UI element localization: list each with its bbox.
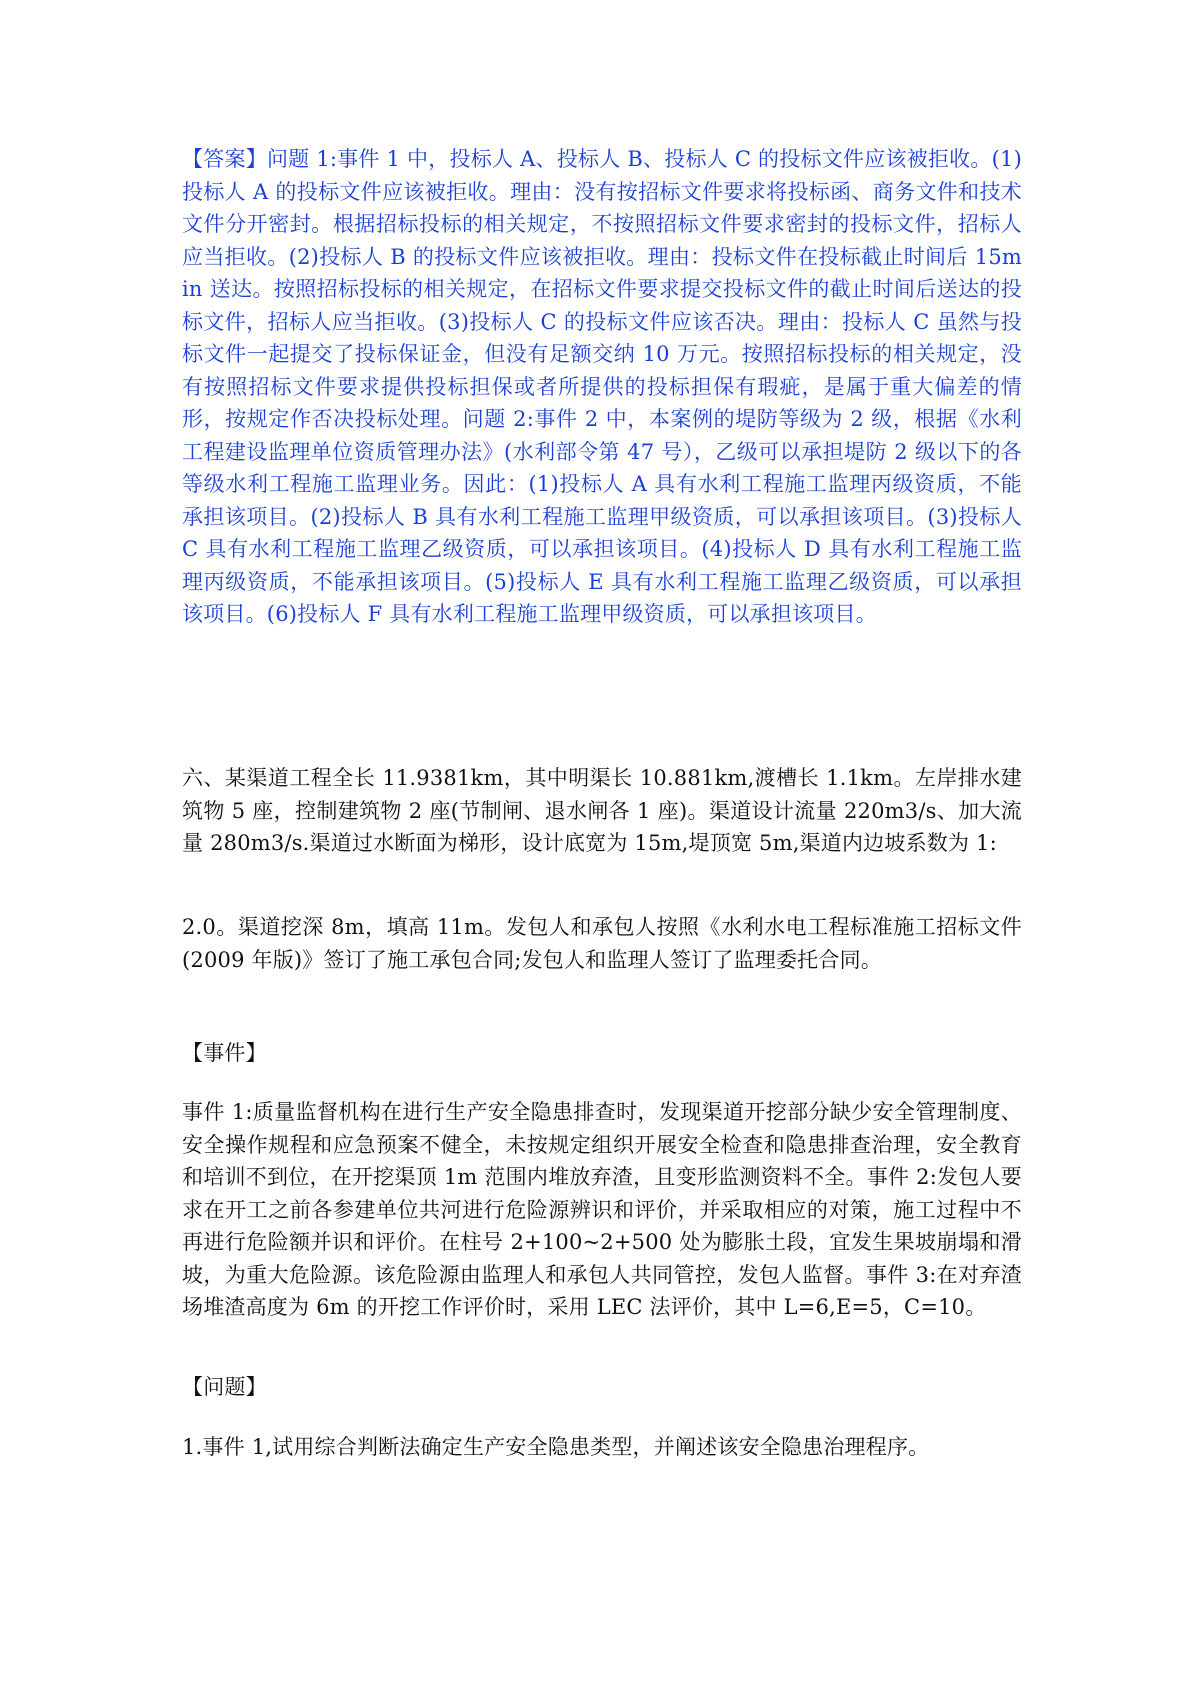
event-heading: 【事件】 <box>182 1041 267 1065</box>
question-intro-paragraph: 六、某渠道工程全长 11.9381km，其中明渠长 10.881km,渡槽长 1.1km。左岸排水建筑物 5 座，控制建筑物 2 座(节制闸、退水闸各 1 座)。渠道设计流量 220m3/s、加大流量 280m3/s.渠道过水断面为梯形，设计底宽为 15m,堤顶宽 5m,渠道内边坡系数为 1: <box>182 766 1022 855</box>
question-item-1: 1.事件 1,试用综合判断法确定生产安全隐患类型，并阐述该安全隐患治理程序。 <box>182 1435 930 1459</box>
event-body-paragraph: 事件 1:质量监督机构在进行生产安全隐患排查时，发现渠道开挖部分缺少安全管理制度、安全操作规程和应急预案不健全，未按规定组织开展安全检查和隐患排查治理，安全教育和培训不到位，在开挖渠顶 1m 范围内堆放弃渣，且变形监测资料不全。事件 2:发包人要求在开工之前各参建单位共河进行危险源辨识和评价，并采取相应的对策，施工过程中不再进行危险额并识和评价。在柱号 2+100~2+500 处为膨胀土段，宜发生果坡崩塌和滑坡，为重大危险源。该危险源由监理人和承包人共同管控，发包人监督。事件 3:在对弃渣场堆渣高度为 6m 的开挖工作评价时，采用 LEC 法评价，其中 L=6,E=5，C=10。 <box>182 1100 1022 1319</box>
question-intro-continued-paragraph: 2.0。渠道挖深 8m，填高 11m。发包人和承包人按照《水利水电工程标准施工招标文件(2009 年版)》签订了施工承包合同;发包人和监理人签订了监理委托合同。 <box>182 915 1022 972</box>
answer-paragraph: 【答案】问题 1:事件 1 中，投标人 A、投标人 B、投标人 C 的投标文件应该被拒收。(1)投标人 A 的投标文件应该被拒收。理由：没有按招标文件要求将投标函、商务文件和技术文件分开密封。根据招标投标的相关规定，不按照招标文件要求密封的投标文件，招标人应当拒收。(2)投标人 B 的投标文件应该被拒收。理由：投标文件在投标截止时间后 15min 送达。按照招标投标的相关规定，在招标文件要求提交投标文件的截止时间后送达的投标文件，招标人应当拒收。(3)投标人 C 的投标文件应该否决。理由：投标人 C 虽然与投标文件一起提交了投标保证金，但没有足额交纳 10 万元。按照招标投标的相关规定，没有按照招标文件要求提供投标担保或者所提供的投标担保有瑕疵，是属于重大偏差的情形，按规定作否决投标处理。问题 2:事件 2 中，本案例的堤防等级为 2 级，根据《水利工程建设监理单位资质管理办法》(水利部令第 47 号），乙级可以承担堤防 2 级以下的各等级水利工程施工监理业务。因此：(1)投标人 A 具有水利工程施工监理丙级资质，不能承担该项目。(2)投标人 B 具有水利工程施工监理甲级资质，可以承担该项目。(3)投标人 C 具有水利工程施工监理乙级资质，可以承担该项目。(4)投标人 D 具有水利工程施工监理丙级资质，不能承担该项目。(5)投标人 E 具有水利工程施工监理乙级资质，可以承担该项目。(6)投标人 F 具有水利工程施工监理甲级资质，可以承担该项目。 <box>182 147 1022 626</box>
question-heading: 【问题】 <box>182 1375 267 1399</box>
